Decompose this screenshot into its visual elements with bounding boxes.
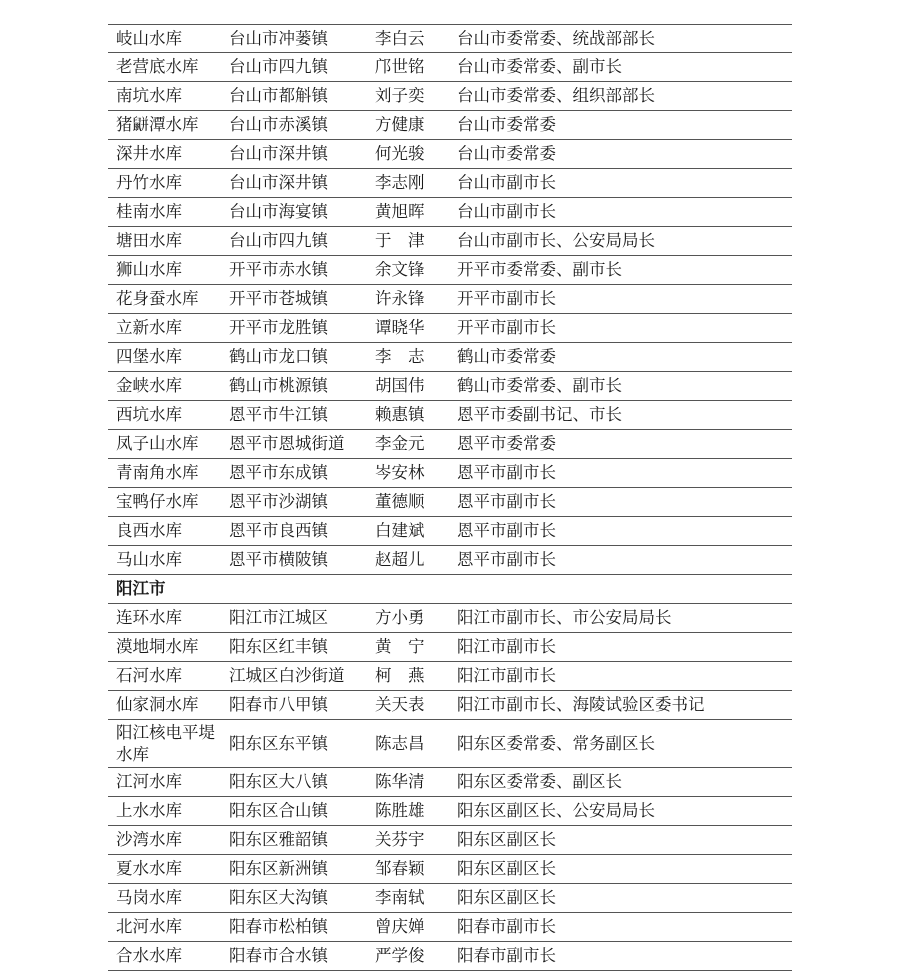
location-cell: 阳东区大八镇 — [229, 772, 328, 791]
table-row — [108, 111, 792, 140]
location-cell: 台山市四九镇 — [229, 57, 328, 76]
reservoir-name-cell: 马岗水库 — [116, 888, 182, 907]
location-cell: 阳春市松柏镇 — [229, 917, 328, 936]
reservoir-name-cell: 金峡水库 — [116, 376, 182, 395]
position-cell: 阳春市副市长 — [457, 946, 556, 965]
table-row — [108, 488, 792, 517]
responsible-person-cell: 何光骏 — [375, 144, 425, 163]
reservoir-name-cell: 立新水库 — [116, 318, 182, 337]
table-row — [108, 942, 792, 971]
region-label: 阳江市 — [116, 579, 166, 598]
location-cell: 阳江市江城区 — [229, 608, 328, 627]
table-row — [108, 855, 792, 884]
location-cell: 恩平市沙湖镇 — [229, 492, 328, 511]
table-row — [108, 604, 792, 633]
responsible-person-cell: 关天表 — [375, 695, 425, 714]
position-cell: 阳东区副区长、公安局局长 — [457, 801, 655, 820]
position-cell: 台山市委常委、统战部部长 — [457, 28, 655, 48]
responsible-person-cell: 邹春颖 — [375, 859, 425, 878]
location-cell: 台山市深井镇 — [229, 144, 328, 163]
reservoir-name-cell: 良西水库 — [116, 521, 182, 540]
table-row — [108, 82, 792, 111]
responsible-person-cell: 李金元 — [375, 434, 425, 453]
reservoir-name-cell: 石河水库 — [116, 666, 182, 685]
responsible-person-cell: 关芬宇 — [375, 830, 425, 849]
responsible-person-cell: 许永锋 — [375, 289, 425, 308]
responsible-person-cell: 陈志昌 — [375, 733, 425, 753]
table-row — [108, 768, 792, 797]
position-cell: 台山市副市长 — [457, 173, 556, 192]
location-cell: 台山市海宴镇 — [229, 202, 328, 221]
location-cell: 阳东区东平镇 — [229, 733, 328, 753]
location-cell: 阳东区红丰镇 — [229, 637, 328, 656]
location-cell: 台山市冲蒌镇 — [229, 28, 328, 48]
reservoir-name-cell: 合水水库 — [116, 946, 182, 965]
reservoir-name-cell: 凤子山水库 — [116, 434, 199, 453]
position-cell: 恩平市委副书记、市长 — [457, 405, 622, 424]
table-row — [108, 720, 792, 768]
responsible-person-cell: 赵超儿 — [375, 550, 425, 569]
location-cell: 鹤山市龙口镇 — [229, 347, 328, 366]
responsible-person-cell: 余文锋 — [375, 260, 425, 279]
responsible-person-cell: 柯 燕 — [375, 666, 425, 685]
reservoir-name-cell: 沙湾水库 — [116, 830, 182, 849]
position-cell: 阳春市副市长 — [457, 917, 556, 936]
responsible-person-cell: 方健康 — [375, 115, 425, 134]
location-cell: 阳东区新洲镇 — [229, 859, 328, 878]
reservoir-name-cell: 马山水库 — [116, 550, 182, 569]
position-cell: 台山市委常委 — [457, 144, 556, 163]
reservoir-name-cell: 江河水库 — [116, 772, 182, 791]
location-cell: 恩平市牛江镇 — [229, 405, 328, 424]
position-cell: 鹤山市委常委、副市长 — [457, 376, 622, 395]
reservoir-name-cell: 深井水库 — [116, 144, 182, 163]
table-row — [108, 343, 792, 372]
reservoir-name-cell: 仙家洞水库 — [116, 695, 199, 714]
responsible-person-cell: 黄 宁 — [375, 637, 425, 656]
responsible-person-cell: 于 津 — [375, 231, 425, 250]
reservoir-name-cell: 上水水库 — [116, 801, 182, 820]
location-cell: 阳东区大沟镇 — [229, 888, 328, 907]
location-cell: 台山市都斛镇 — [229, 86, 328, 105]
position-cell: 恩平市委常委 — [457, 434, 556, 453]
reservoir-name-cell: 狮山水库 — [116, 260, 182, 279]
location-cell: 开平市赤水镇 — [229, 260, 328, 279]
location-cell: 鹤山市桃源镇 — [229, 376, 328, 395]
location-cell: 台山市四九镇 — [229, 231, 328, 250]
position-cell: 恩平市副市长 — [457, 521, 556, 540]
reservoir-name-cell: 夏水水库 — [116, 859, 182, 878]
table-row — [108, 401, 792, 430]
table-row — [108, 227, 792, 256]
table-row — [108, 633, 792, 662]
position-cell: 台山市委常委、副市长 — [457, 57, 622, 76]
reservoir-name-cell: 北河水库 — [116, 917, 182, 936]
responsible-person-cell: 胡国伟 — [375, 376, 425, 395]
responsible-person-cell: 董德顺 — [375, 492, 425, 511]
responsible-person-cell: 曾庆婵 — [375, 917, 425, 936]
position-cell: 台山市委常委 — [457, 115, 556, 134]
table-row — [108, 169, 792, 198]
table-row — [108, 314, 792, 343]
table-row — [108, 662, 792, 691]
reservoir-name-cell: 塘田水库 — [116, 231, 182, 250]
position-cell: 阳东区副区长 — [457, 859, 556, 878]
responsible-person-cell: 李南轼 — [375, 888, 425, 907]
reservoir-name-cell: 四堡水库 — [116, 347, 182, 366]
location-cell: 开平市龙胜镇 — [229, 318, 328, 337]
location-cell: 恩平市横陂镇 — [229, 550, 328, 569]
responsible-person-cell: 邝世铭 — [375, 57, 425, 76]
position-cell: 鹤山市委常委 — [457, 347, 556, 366]
table-row — [108, 459, 792, 488]
table-row — [108, 140, 792, 169]
location-cell: 阳东区雅韶镇 — [229, 830, 328, 849]
table-row — [108, 24, 792, 53]
position-cell: 阳东区委常委、副区长 — [457, 772, 622, 791]
table-row — [108, 797, 792, 826]
reservoir-name-cell: 漠地垌水库 — [116, 637, 199, 656]
position-cell: 开平市副市长 — [457, 318, 556, 337]
reservoir-name-cell: 丹竹水库 — [116, 173, 182, 192]
reservoir-name-cell: 阳江核电平堤水库 — [116, 722, 215, 764]
reservoir-name-cell: 花身蚕水库 — [116, 289, 199, 308]
responsible-person-cell: 白建斌 — [375, 521, 425, 540]
position-cell: 阳东区副区长 — [457, 830, 556, 849]
reservoir-name-cell: 青南角水库 — [116, 463, 199, 482]
position-cell: 恩平市副市长 — [457, 492, 556, 511]
reservoir-name-cell: 连环水库 — [116, 608, 182, 627]
position-cell: 开平市委常委、副市长 — [457, 260, 622, 279]
location-cell: 开平市苍城镇 — [229, 289, 328, 308]
location-cell: 阳春市八甲镇 — [229, 695, 328, 714]
position-cell: 台山市副市长、公安局局长 — [457, 231, 655, 250]
position-cell: 阳东区委常委、常务副区长 — [457, 733, 655, 753]
location-cell: 江城区白沙街道 — [229, 666, 345, 685]
responsible-person-cell: 方小勇 — [375, 608, 425, 627]
reservoir-name-cell: 猪𪕒潭水库 — [116, 115, 199, 134]
reservoir-responsibility-table — [108, 24, 792, 971]
reservoir-name-cell: 西坑水库 — [116, 405, 182, 424]
position-cell: 阳江市副市长 — [457, 666, 556, 685]
responsible-person-cell: 赖惠镇 — [375, 405, 425, 424]
table-row — [108, 517, 792, 546]
location-cell: 恩平市东成镇 — [229, 463, 328, 482]
responsible-person-cell: 刘子奕 — [375, 86, 425, 105]
position-cell: 阳江市副市长 — [457, 637, 556, 656]
responsible-person-cell: 李志刚 — [375, 173, 425, 192]
position-cell: 台山市副市长 — [457, 202, 556, 221]
reservoir-name-cell: 岐山水库 — [116, 28, 182, 48]
table-row — [108, 430, 792, 459]
responsible-person-cell: 李 志 — [375, 347, 425, 366]
location-cell: 阳春市合水镇 — [229, 946, 328, 965]
reservoir-name-cell: 南坑水库 — [116, 86, 182, 105]
reservoir-name-cell: 老营底水库 — [116, 57, 199, 76]
reservoir-name-cell: 宝鸭仔水库 — [116, 492, 199, 511]
responsible-person-cell: 谭晓华 — [375, 318, 425, 337]
position-cell: 阳江市副市长、海陵试验区委书记 — [457, 695, 705, 714]
reservoir-name-cell: 桂南水库 — [116, 202, 182, 221]
location-cell: 恩平市恩城街道 — [229, 434, 345, 453]
table-row — [108, 691, 792, 720]
table-row — [108, 372, 792, 401]
table-row — [108, 285, 792, 314]
location-cell: 恩平市良西镇 — [229, 521, 328, 540]
position-cell: 阳江市副市长、市公安局局长 — [457, 608, 672, 627]
position-cell: 阳东区副区长 — [457, 888, 556, 907]
location-cell: 阳东区合山镇 — [229, 801, 328, 820]
responsible-person-cell: 陈胜雄 — [375, 801, 425, 820]
position-cell: 台山市委常委、组织部部长 — [457, 86, 655, 105]
position-cell: 恩平市副市长 — [457, 463, 556, 482]
table-row — [108, 884, 792, 913]
location-cell: 台山市赤溪镇 — [229, 115, 328, 134]
responsible-person-cell: 岑安林 — [375, 463, 425, 482]
table-row — [108, 546, 792, 575]
table-row — [108, 826, 792, 855]
table-row — [108, 913, 792, 942]
position-cell: 恩平市副市长 — [457, 550, 556, 569]
responsible-person-cell: 陈华清 — [375, 772, 425, 791]
responsible-person-cell: 李白云 — [375, 28, 425, 48]
table-row — [108, 256, 792, 285]
responsible-person-cell: 黄旭晖 — [375, 202, 425, 221]
position-cell: 开平市副市长 — [457, 289, 556, 308]
table-row — [108, 198, 792, 227]
region-header-row — [108, 575, 792, 604]
responsible-person-cell: 严学俊 — [375, 946, 425, 965]
location-cell: 台山市深井镇 — [229, 173, 328, 192]
table-row — [108, 53, 792, 82]
